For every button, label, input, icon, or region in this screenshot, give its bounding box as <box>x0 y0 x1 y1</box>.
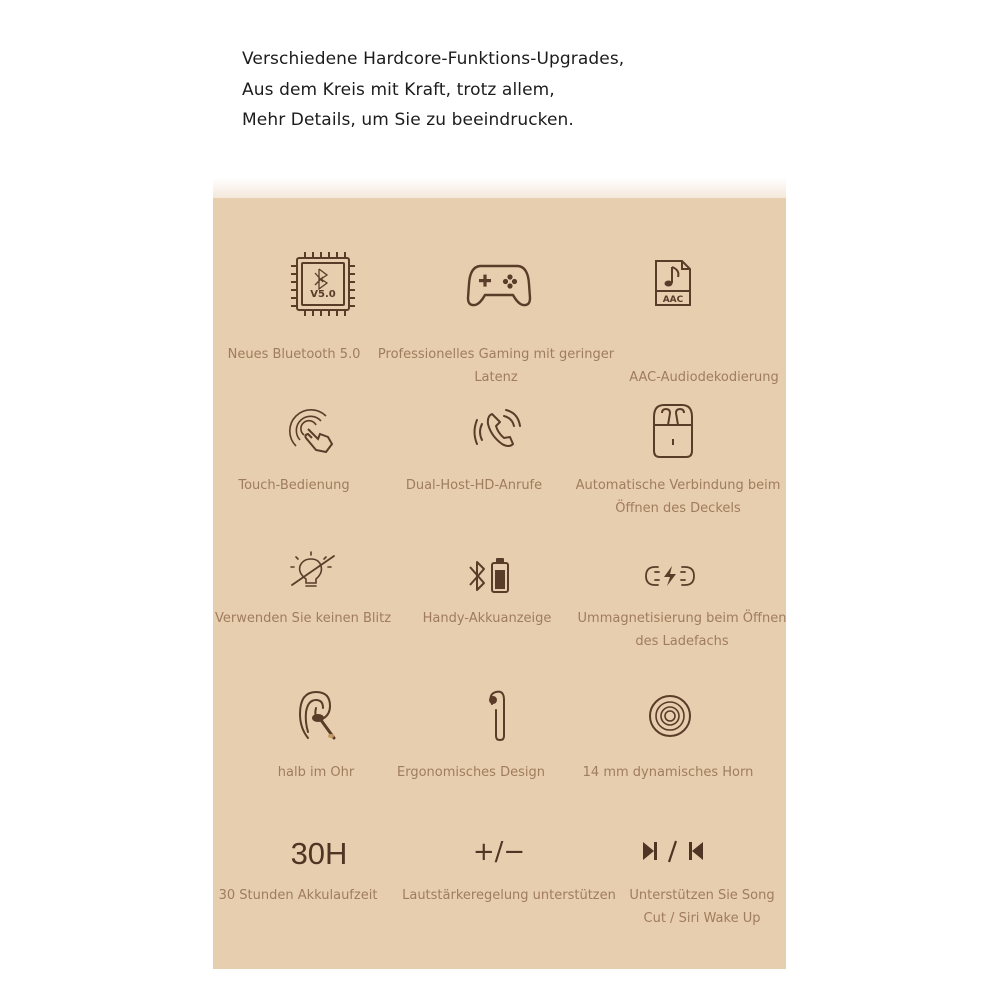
label-song-cut-line-2: Cut / Siri Wake Up <box>643 911 761 926</box>
label-volume: Lautstärkeregelung unterstützen <box>402 888 616 903</box>
feature-label-volume <box>398 884 620 907</box>
label-aac: AAC-Audiodekodierung <box>629 370 779 385</box>
feature-label-horn <box>580 761 756 784</box>
feature-label-gaming <box>376 343 616 389</box>
feature-label-touch <box>218 474 370 497</box>
charging-case-icon <box>650 403 696 459</box>
label-song-cut-line-1: Unterstützen Sie Song <box>629 888 775 903</box>
volume-text: +/− <box>472 837 526 867</box>
feature-label-auto-connect <box>572 474 784 520</box>
feature-label-ergonomic <box>392 761 550 784</box>
aac-file-icon <box>654 259 692 307</box>
label-battery: Handy-Akkuanzeige <box>422 611 552 626</box>
panel-top-fade <box>213 178 786 198</box>
label-demagnet-line-1: Ummagnetisierung beim Öffnen <box>577 611 787 626</box>
label-auto-connect-line-2: Öffnen des Deckels <box>615 501 741 516</box>
feature-label-battery <box>414 607 560 630</box>
magnet-charge-icon <box>644 563 696 589</box>
label-touch: Touch-Bedienung <box>238 478 350 493</box>
no-flash-bulb-icon <box>288 551 336 591</box>
label-horn: 14 mm dynamisches Horn <box>582 765 754 780</box>
volume-badge <box>466 834 532 870</box>
ear-earbud-icon <box>296 688 338 744</box>
label-no-flash: Verwenden Sie keinen Blitz <box>214 611 392 626</box>
label-gaming-line-1: Professionelles Gaming mit geringer <box>377 347 615 362</box>
intro-line-3: Mehr Details, um Sie zu beeindrucken. <box>242 110 574 130</box>
feature-label-song-cut <box>612 884 792 930</box>
touch-icon <box>284 406 342 454</box>
label-battery-life: 30 Stunden Akkulaufzeit <box>218 888 378 903</box>
gamepad-icon <box>466 262 532 308</box>
feature-label-battery-life <box>213 884 383 907</box>
label-ergonomic: Ergonomisches Design <box>397 765 545 780</box>
aac-badge-text: AAC <box>662 295 684 305</box>
battery-life-text: 30H <box>290 836 348 871</box>
label-half-in-ear: halb im Ohr <box>277 765 355 780</box>
chip-version-text: V5.0 <box>310 289 336 300</box>
feature-label-bluetooth <box>213 343 375 366</box>
phone-call-icon <box>472 408 526 452</box>
intro-line-2: Aus dem Kreis mit Kraft, trotz allem, <box>242 79 555 100</box>
skip-track-icon <box>640 836 706 866</box>
intro-text <box>242 44 624 136</box>
feature-label-demagnet <box>576 607 788 653</box>
feature-label-no-flash <box>213 607 393 630</box>
label-gaming-line-2: Latenz <box>474 370 518 385</box>
intro-line-1: Verschiedene Hardcore-Funktions-Upgrades, <box>242 49 625 69</box>
bluetooth-battery-icon <box>467 557 511 595</box>
speaker-horn-icon <box>648 694 692 738</box>
feature-label-aac <box>614 366 794 389</box>
battery-life-badge <box>282 834 356 874</box>
label-bluetooth: Neues Bluetooth 5.0 <box>227 347 361 362</box>
feature-label-dual-host <box>396 474 552 497</box>
bluetooth-chip-icon <box>287 252 359 316</box>
feature-label-half-in-ear <box>258 761 374 784</box>
earbud-icon <box>486 690 512 742</box>
label-dual-host: Dual-Host-HD-Anrufe <box>405 478 543 493</box>
label-auto-connect-line-1: Automatische Verbindung beim <box>575 478 781 493</box>
label-demagnet-line-2: des Ladefachs <box>635 634 729 649</box>
